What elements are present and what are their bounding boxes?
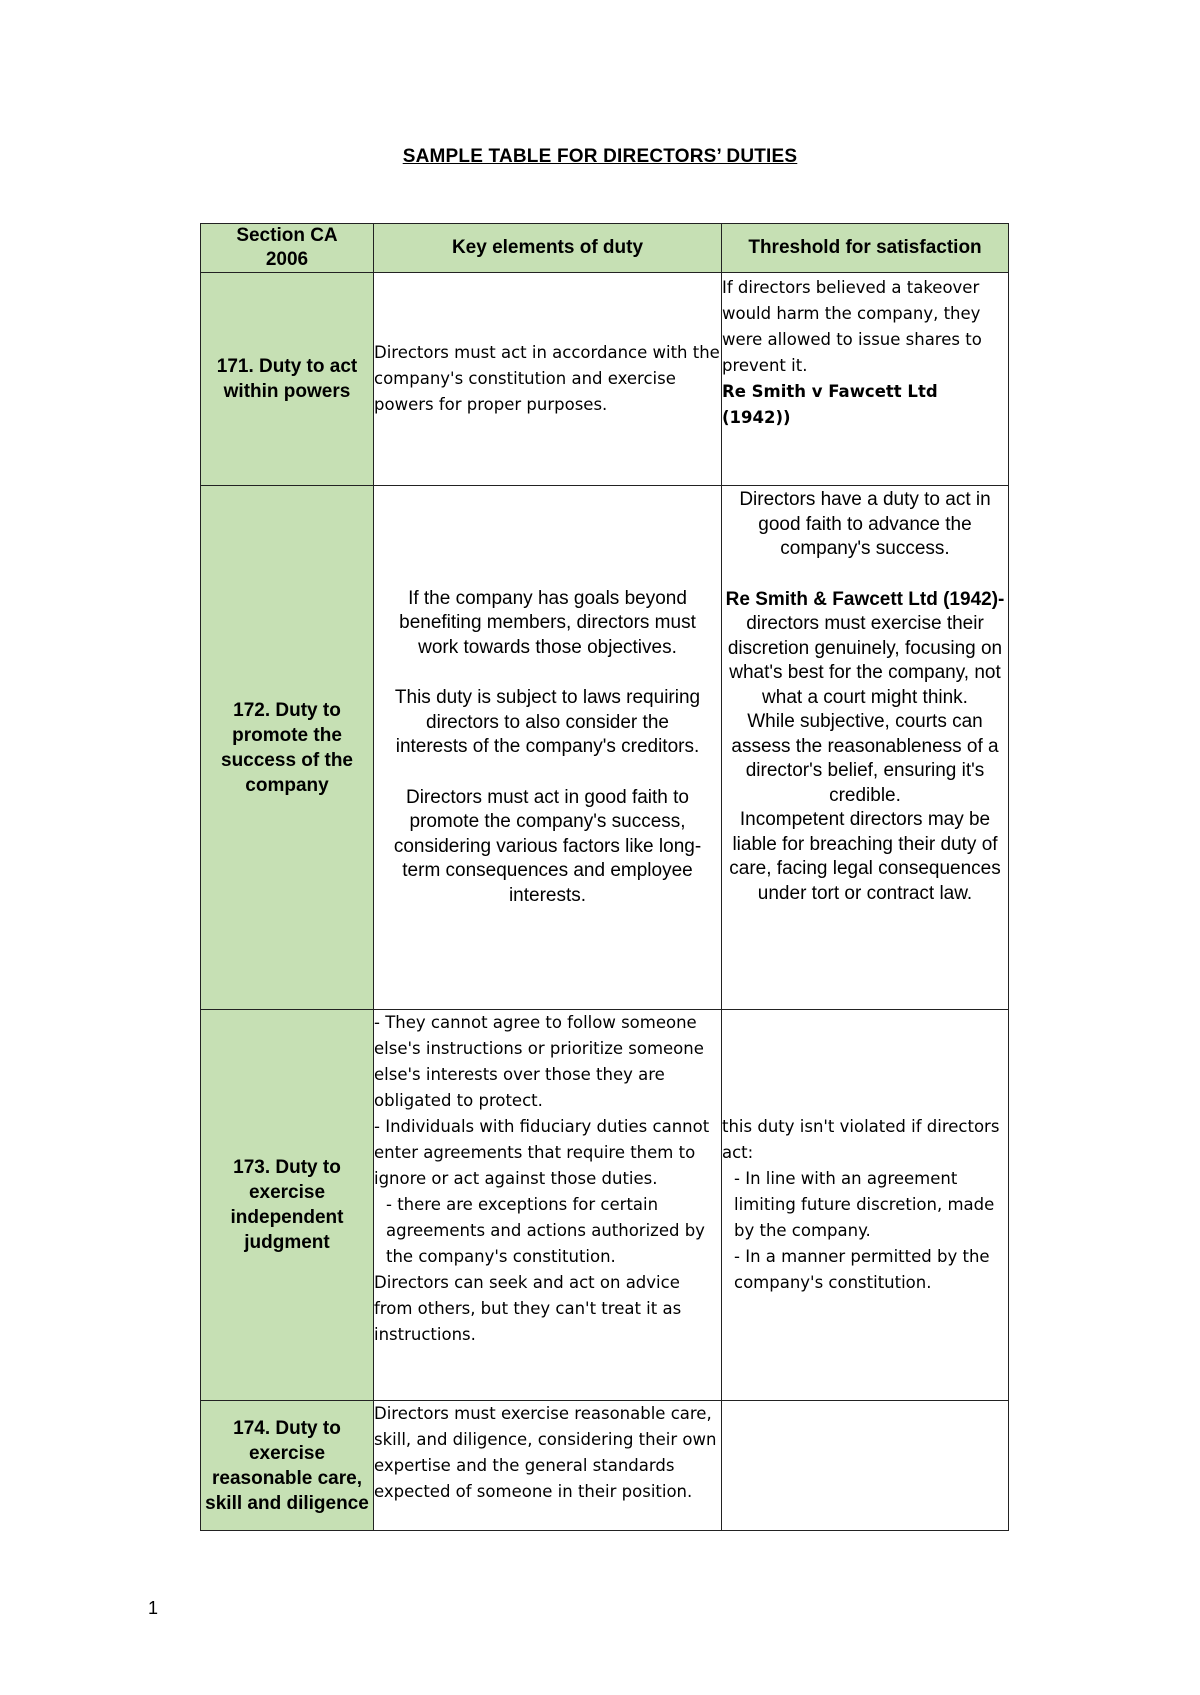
table-row: [201, 486, 1009, 1010]
page-number: 1: [148, 1598, 159, 1618]
threshold-case-paragraph: [722, 588, 1008, 711]
key-elements-cell: [374, 1010, 722, 1401]
threshold-paragraph: While subjective, courts can assess the reasonableness of a director's belief, ensuring it's credible.: [731, 711, 999, 806]
key-elements-cell: [374, 486, 722, 1010]
threshold-cell: [722, 273, 1009, 486]
threshold-cell: [722, 1010, 1009, 1401]
table-row: [201, 1401, 1009, 1531]
section-cell: 174. Duty to exercise reasonable care, skill and diligence: [201, 1401, 374, 1531]
section-cell: 173. Duty to exercise independent judgment: [201, 1010, 374, 1401]
key-elements-paragraph: If the company has goals beyond benefiting members, directors must work towards those objectives.: [399, 587, 696, 658]
key-elements-cell: [374, 273, 722, 486]
table-header-row: [201, 224, 1009, 273]
list-item: - Individuals with fiduciary duties cannot enter agreements that require them to ignore or act against those duties.: [374, 1117, 710, 1188]
list-item: - In line with an agreement limiting future discretion, made by the company.: [734, 1169, 995, 1240]
key-elements-cell: Directors must exercise reasonable care, skill, and diligence, considering their own expertise and the general standards expected of someone in their position.: [374, 1401, 722, 1531]
key-elements-paragraph: Directors must act in good faith to promote the company's success, considering various factors like long-term consequences and employee interests.: [393, 786, 702, 906]
case-explanation: directors must exercise their discretion genuinely, focusing on what's best for the company, not what a court might think.: [727, 613, 1003, 708]
list-item: Directors can seek and act on advice from others, but they can't treat it as instructions.: [374, 1273, 682, 1344]
header-threshold: Threshold for satisfaction: [722, 224, 1009, 273]
header-key-elements: Key elements of duty: [374, 224, 722, 273]
threshold-cell: [722, 1401, 1009, 1531]
threshold-text: If directors believed a takeover would harm the company, they were allowed to issue shares to prevent it.: [722, 278, 982, 375]
threshold-intro: this duty isn't violated if directors act:: [722, 1117, 1000, 1162]
key-elements-text: Directors must act in accordance with the company's constitution and exercise powers for proper purposes.: [374, 343, 720, 414]
table-row: [201, 273, 1009, 486]
threshold-paragraph: Incompetent directors may be liable for breaching their duty of care, facing legal consequences under tort or contract law.: [729, 809, 1001, 904]
list-item: - They cannot agree to follow someone else's instructions or prioritize someone else's interests over those they are obligated to protect.: [374, 1013, 704, 1110]
key-elements-paragraph: This duty is subject to laws requiring directors to also consider the interests of the company's creditors.: [394, 687, 701, 758]
case-citation: Re Smith & Fawcett Ltd (1942)-: [725, 588, 1005, 610]
list-item: - In a manner permitted by the company's constitution.: [734, 1247, 990, 1292]
table-row: [201, 1010, 1009, 1401]
section-cell: 172. Duty to promote the success of the company: [201, 486, 374, 1010]
header-section: Section CA 2006: [201, 224, 374, 273]
threshold-cell: [722, 486, 1009, 1010]
directors-duties-table: [200, 223, 1009, 1531]
case-citation: Re Smith v Fawcett Ltd (1942)): [722, 382, 938, 427]
section-cell: 171. Duty to act within powers: [201, 273, 374, 486]
list-item: - there are exceptions for certain agreements and actions authorized by the company's constitution.: [386, 1195, 705, 1266]
page-title: SAMPLE TABLE FOR DIRECTORS’ DUTIES: [402, 146, 798, 167]
threshold-paragraph: Directors have a duty to act in good faith to advance the company's success.: [739, 489, 991, 559]
